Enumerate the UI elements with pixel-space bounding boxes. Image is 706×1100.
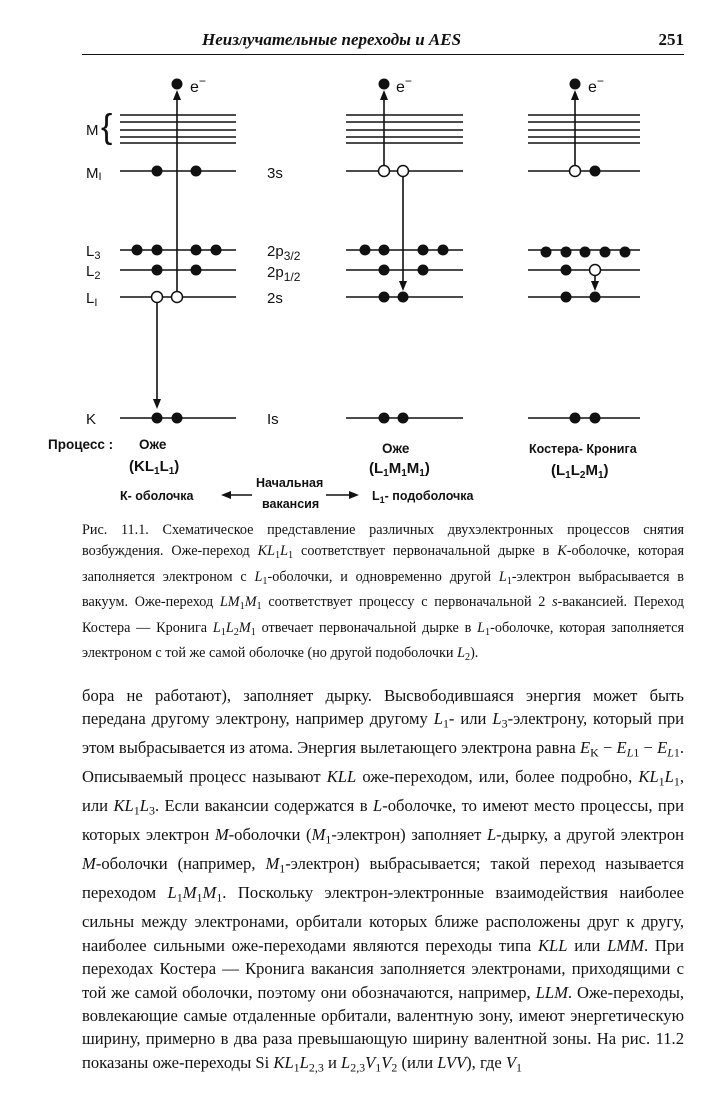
level-K: K <box>86 411 97 428</box>
vacancy-legend <box>120 476 475 510</box>
figure-caption: Рис. 11.1. Схематическое представление различных двухэлектронных процессов снятия возбуждения. Оже-переход $KL_1L_1$ соответствует первоначальной дырке в K-оболочке, которая заполняется электроном с $L_1$-оболочки, и одновременно другой $L_1$-электрон выбрасывается в вакуум. Оже-переход $LM_1M_1$ соответствует процессу с первоначальной 2 s-вакансией. Переход Костера — Кронига $L_1L_2M_1$ отвечает первоначальной дырке в $L_1$-оболочке, которая заполняется электроном с той же самой оболочке (но другой подоболочки $L_2$). <box>82 522 684 664</box>
orbital-2p32: $2p_{3/2}$ <box>267 243 301 263</box>
level-L2: $L_2$ <box>86 263 101 282</box>
electron-labels <box>190 74 604 96</box>
process-1-code: $(KL_1L_1)$ <box>129 458 180 477</box>
electron-label-3: e− <box>588 74 604 96</box>
process-2-name: Оже <box>382 441 410 456</box>
process-label: Процесс : <box>48 437 114 452</box>
electron-label-1: e− <box>190 74 206 96</box>
level-labels <box>86 108 112 428</box>
orbital-2s: 2s <box>267 290 283 307</box>
l1-subshell-label: $L_1-$ подоболочка <box>372 489 474 505</box>
level-L1: $L_I$ <box>86 290 98 309</box>
column-1 <box>120 115 236 418</box>
body-paragraph: бора не работают), заполняет дырку. Высвободившаяся энергия может быть передана другому электрону, например другому $L_1-$ или $L_3$-электрону, который при этом выбрасывается из атома. Энергия вылетающего электрона равна $E_K - E_{L1} - E_{L1}$. Описываемый процесс называют KLL оже-переходом, или, более подробно, $KL_1L_1$, или $KL_1L_3$. Если вакансии содержатся в L-оболочке, то имеют место процессы, при которых электрон M-оболочки $(M_1-электрон)$ заполняет L-дырку, а другой электрон M-оболочки (например, $M_1-электрон$) выбрасывается; такой переход называется переходом $L_1M_1M_1$. Поскольку электрон-электронные взаимодействия наиболее сильны между электронами, орбитали которых ближе расположены друг к другу, наиболее сильными оже-переходами являются переходы типа KLL или LMM. При переходах Костера — Кронига вакансия заполняется электронами, приходящими с той же самой оболочки, поэтому они обозначаются, например, LLM. Оже-переходы, вовлекающие самые отдаленные орбитали, валентную зону, имеют энергетическую ширину, примерно в два раза превышающую ширину валентной зоны. На рис. 11.2 показаны оже-переходы Si $KL_1L_{2,3}$ и $L_{2,3}V_1V_2$ (или LVV), где $V_1$ <box>82 686 685 1075</box>
level-M1: MI <box>86 165 102 183</box>
level-M: M <box>86 122 99 139</box>
process-1-name: Оже <box>139 437 167 452</box>
holes-3 <box>570 166 601 276</box>
process-labels <box>48 437 638 481</box>
k-shell-label: К- оболочка <box>120 489 194 503</box>
auger-diagram <box>0 60 706 510</box>
process-3-code: $(L_1L_2M_1)$ <box>551 462 609 481</box>
column-3 <box>528 115 640 418</box>
vacancy-line1: Начальная <box>256 476 324 490</box>
page-number: 251 <box>658 30 684 49</box>
process-2-code: $(L_1M_1M_1)$ <box>369 460 430 479</box>
arrows-2 <box>384 95 403 286</box>
column-2 <box>346 115 463 418</box>
running-header <box>82 30 684 55</box>
orbital-2p12: $2p_{1/2}$ <box>267 264 301 284</box>
orbital-3s: 3s <box>267 165 283 182</box>
orbital-1s: Is <box>267 411 279 428</box>
brace-M: { <box>101 108 113 146</box>
orbital-labels <box>267 165 301 428</box>
electron-label-2: e− <box>396 74 412 96</box>
process-3-name: Костера- Кронига <box>529 442 637 456</box>
vacancy-line2: вакансия <box>262 497 320 510</box>
level-L3: $L_3$ <box>86 243 101 262</box>
header-title: Неизлучательные переходы и AES <box>202 30 462 49</box>
